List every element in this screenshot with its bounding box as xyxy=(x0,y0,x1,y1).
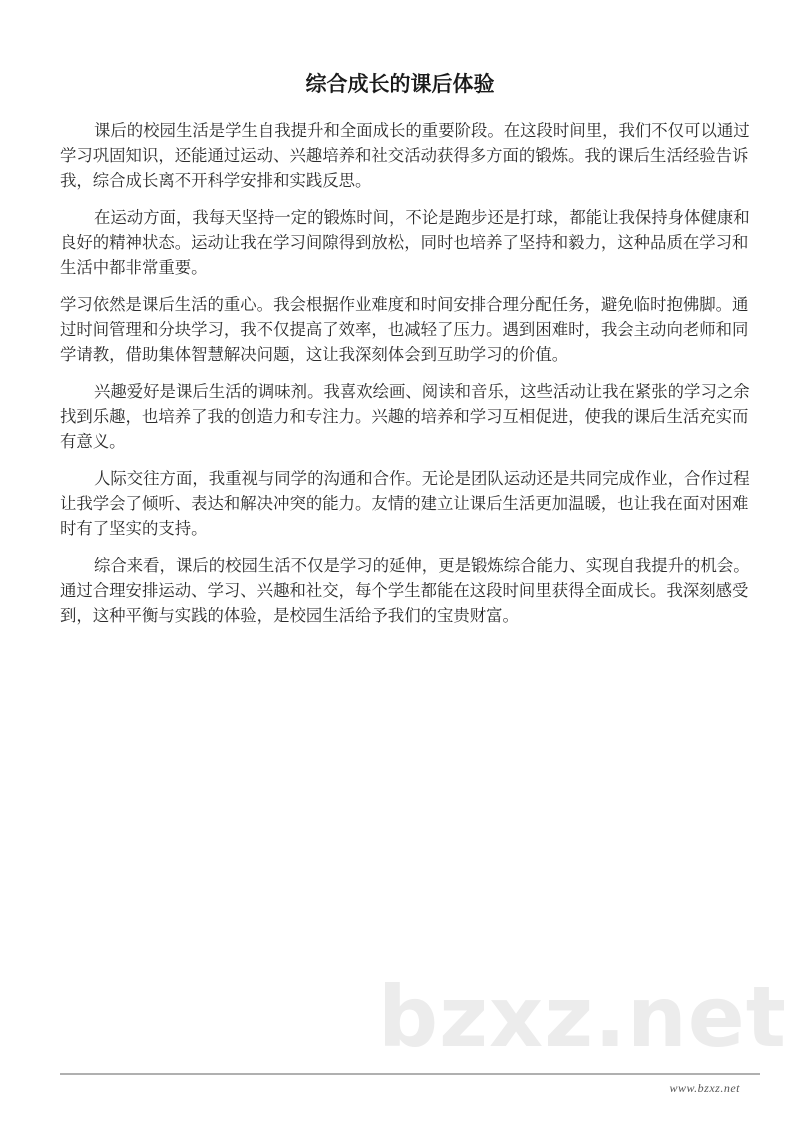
paragraph xyxy=(60,466,748,541)
paragraph-line: 时有了坚实的支持。 xyxy=(60,519,208,538)
footer-divider xyxy=(60,1073,760,1075)
paragraph-line: 兴趣爱好是课后生活的调味剂。我喜欢绘画、阅读和音乐，这些活动让我在紧张的学习之余 xyxy=(94,382,750,401)
paragraph xyxy=(60,379,748,454)
document-title: 综合成长的课后体验 xyxy=(305,72,495,96)
paragraph-line: 通过合理安排运动、学习、兴趣和社交，每个学生都能在这段时间里获得全面成长。我深刻感受 xyxy=(60,581,749,600)
paragraph xyxy=(60,553,748,628)
paragraph-line: 过时间管理和分块学习，我不仅提高了效率，也减轻了压力。遇到困难时，我会主动向老师和同 xyxy=(60,320,749,339)
document-body xyxy=(60,118,748,640)
paragraph-line: 综合来看，课后的校园生活不仅是学习的延伸，更是锻炼综合能力、实现自我提升的机会。 xyxy=(94,556,750,575)
paragraph xyxy=(60,205,748,280)
paragraph-line: 在运动方面，我每天坚持一定的锻炼时间，不论是跑步还是打球，都能让我保持身体健康和 xyxy=(94,208,750,227)
watermark-logo: bzxz.net xyxy=(378,968,787,1066)
paragraph-line: 人际交往方面，我重视与同学的沟通和合作。无论是团队运动还是共同完成作业，合作过程 xyxy=(94,469,750,488)
paragraph-line: 我，综合成长离不开科学安排和实践反思。 xyxy=(60,171,372,190)
paragraph-line: 生活中都非常重要。 xyxy=(60,258,208,277)
paragraph-line: 良好的精神状态。运动让我在学习间隙得到放松，同时也培养了坚持和毅力，这种品质在学习和 xyxy=(60,233,749,252)
paragraph-line: 学习巩固知识，还能通过运动、兴趣培养和社交活动获得多方面的锻炼。我的课后生活经验告诉 xyxy=(60,146,749,165)
paragraph-line: 让我学会了倾听、表达和解决冲突的能力。友情的建立让课后生活更加温暖，也让我在面对困难 xyxy=(60,494,749,513)
paragraph-line: 课后的校园生活是学生自我提升和全面成长的重要阶段。在这段时间里，我们不仅可以通过 xyxy=(94,121,750,140)
footer-url: www.bzxz.net xyxy=(669,1081,740,1095)
paragraph xyxy=(60,292,748,367)
paragraph-line: 到，这种平衡与实践的体验，是校园生活给予我们的宝贵财富。 xyxy=(60,606,519,625)
paragraph-line: 有意义。 xyxy=(60,432,126,451)
paragraph xyxy=(60,118,748,193)
paragraph-line: 学请教，借助集体智慧解决问题，这让我深刻体会到互助学习的价值。 xyxy=(60,345,569,364)
paragraph-line: 找到乐趣，也培养了我的创造力和专注力。兴趣的培养和学习互相促进，使我的课后生活充实而 xyxy=(60,407,749,426)
paragraph-line: 学习依然是课后生活的重心。我会根据作业难度和时间安排合理分配任务，避免临时抱佛脚。通 xyxy=(60,295,749,314)
